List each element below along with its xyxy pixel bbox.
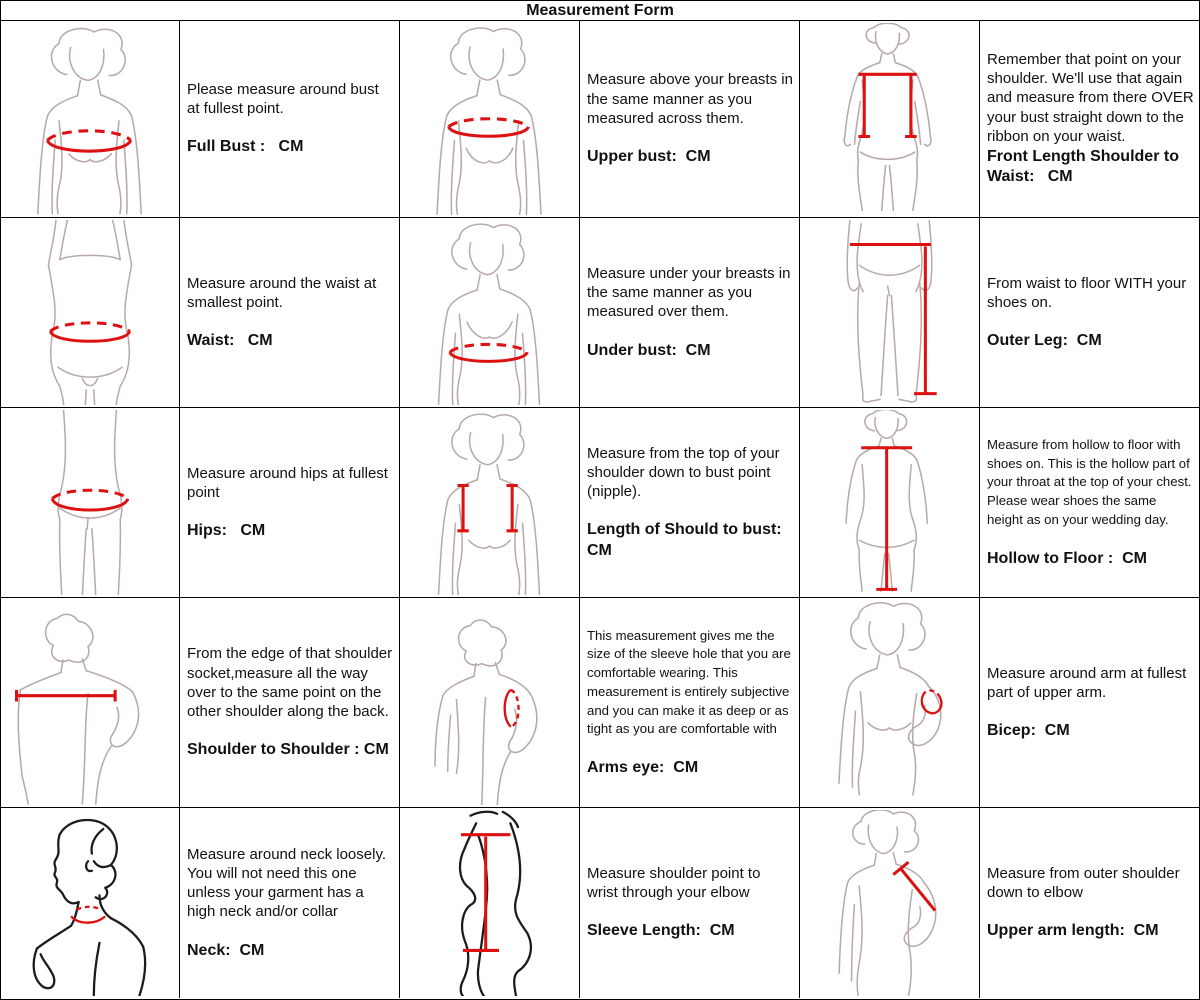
measurement-instruction: Measure above your breasts in the same manner as you measured across them.: [587, 71, 793, 127]
text-cell: [180, 808, 400, 998]
measurement-instruction: From waist to floor WITH your shoes on.: [987, 274, 1187, 311]
measurement-label: Upper arm length: CM: [987, 922, 1159, 940]
hollow-to-floor-figure: [802, 410, 977, 595]
measurement-instruction: Measure from outer shoulder down to elbow: [987, 865, 1180, 902]
figure-cell: [1, 598, 180, 808]
figure-cell: [1, 808, 180, 998]
measurement-label: Upper bust: CM: [587, 148, 711, 166]
form-title: Measurement Form: [1, 1, 1199, 21]
measurement-label: Front Length Shoulder to Waist: CM: [987, 148, 1184, 186]
upper-bust-measure-mark: [449, 119, 529, 137]
text-cell: [980, 808, 1199, 998]
front-length-shoulder-to-waist-figure: [802, 23, 977, 215]
figure-cell: [800, 808, 980, 998]
under-bust-figure: [402, 220, 577, 405]
hollow-to-floor-measure-mark: [861, 448, 912, 590]
measurement-label: Hollow to Floor : CM: [987, 549, 1147, 567]
text-cell: [580, 218, 800, 408]
measurement-instruction: Measure around neck loosely. You will not need this one unless your garment has a high neck and/or collar: [187, 845, 386, 921]
measurement-instruction: Measure shoulder point to wrist through your elbow: [587, 865, 761, 902]
figure-cell: [400, 808, 580, 998]
text-cell: [580, 808, 800, 998]
measurement-instruction: Remember that point on your shoulder. We'll use that again and measure from there OVER your bust straight down to the ribbon on your waist.: [987, 51, 1194, 145]
neck-figure: [3, 810, 177, 996]
measurement-instruction: Measure under your breasts in the same manner as you measured over them.: [587, 264, 791, 321]
measurement-label: Hips: CM: [187, 521, 266, 539]
measurement-label: Full Bust : CM: [187, 138, 304, 156]
measurement-instruction: Measure from the top of your shoulder down to bust point (nipple).: [587, 444, 780, 501]
measurement-instruction: Measure around hips at fullest point: [187, 464, 388, 501]
measurement-label: Sleeve Length: CM: [587, 922, 735, 940]
text-cell: [980, 218, 1199, 408]
text-cell: [980, 598, 1199, 808]
text-cell: [180, 598, 400, 808]
upper-bust-figure: [402, 23, 577, 215]
measurement-label: Shoulder to Shoulder : CM: [187, 741, 389, 759]
measurement-instruction: Measure around arm at fullest part of upper arm.: [987, 664, 1187, 701]
figure-cell: [1, 21, 180, 218]
figure-cell: [1, 408, 180, 598]
text-cell: [980, 408, 1199, 598]
measurement-label: Length of Should to bust: CM: [587, 521, 791, 559]
figure-cell: [400, 21, 580, 218]
measurement-instruction: This measurement gives me the size of the sleeve hole that you are comfortable wearing. This measurement is entirely subjective and you can make it as deep or as tight as you are comfortable with: [587, 627, 791, 737]
hips-measure-mark: [52, 490, 128, 510]
text-cell: [580, 21, 800, 218]
full-bust-figure: [3, 23, 177, 215]
figure-cell: [800, 218, 980, 408]
shoulder-to-bust-measure-mark: [457, 486, 517, 531]
measurement-instruction: From the edge of that shoulder socket,measure all the way over to the same point on the other shoulder along the back.: [187, 645, 393, 720]
figure-cell: [400, 218, 580, 408]
measurement-label: Under bust: CM: [587, 341, 711, 359]
measurement-label: Bicep: CM: [987, 721, 1070, 739]
upper-arm-length-measure-mark: [893, 862, 935, 910]
shoulder-to-bust-figure: [402, 410, 577, 595]
figure-cell: [400, 408, 580, 598]
figure-cell: [400, 598, 580, 808]
measurement-grid: [1, 21, 1199, 998]
text-cell: [180, 408, 400, 598]
text-cell: [180, 218, 400, 408]
shoulder-to-shoulder-figure: [3, 600, 177, 805]
measurement-instruction: Please measure around bust at fullest point.: [187, 81, 379, 118]
text-cell: [580, 408, 800, 598]
figure-cell: [800, 598, 980, 808]
upper-arm-length-figure: [802, 810, 977, 996]
sleeve-length-figure: [402, 810, 577, 996]
figure-cell: [800, 408, 980, 598]
front-length-measure-mark: [858, 74, 916, 136]
outer-leg-figure: [802, 220, 977, 405]
text-cell: [980, 21, 1199, 218]
measurement-instruction: Measure around the waist at smallest point.: [187, 274, 377, 311]
text-cell: [580, 598, 800, 808]
measurement-label: Waist: CM: [187, 331, 273, 349]
measurement-label: Outer Leg: CM: [987, 331, 1102, 349]
measurement-label: Neck: CM: [187, 941, 265, 959]
bicep-figure: [802, 600, 977, 805]
measurement-label: Arms eye: CM: [587, 758, 699, 776]
sleeve-length-measure-mark: [461, 835, 510, 951]
figure-cell: [800, 21, 980, 218]
waist-figure: [3, 220, 177, 405]
text-cell: [180, 21, 400, 218]
waist-measure-mark: [50, 323, 129, 341]
measurement-instruction: Measure from hollow to floor with shoes on. This is the hollow part of your throat at the top of your chest. Please wear shoes the same height as on your wedding day.: [987, 436, 1192, 527]
shoulder-to-shoulder-measure-mark: [17, 690, 116, 702]
hips-figure: [3, 410, 177, 595]
figure-cell: [1, 218, 180, 408]
arms-eye-figure: [402, 600, 577, 805]
